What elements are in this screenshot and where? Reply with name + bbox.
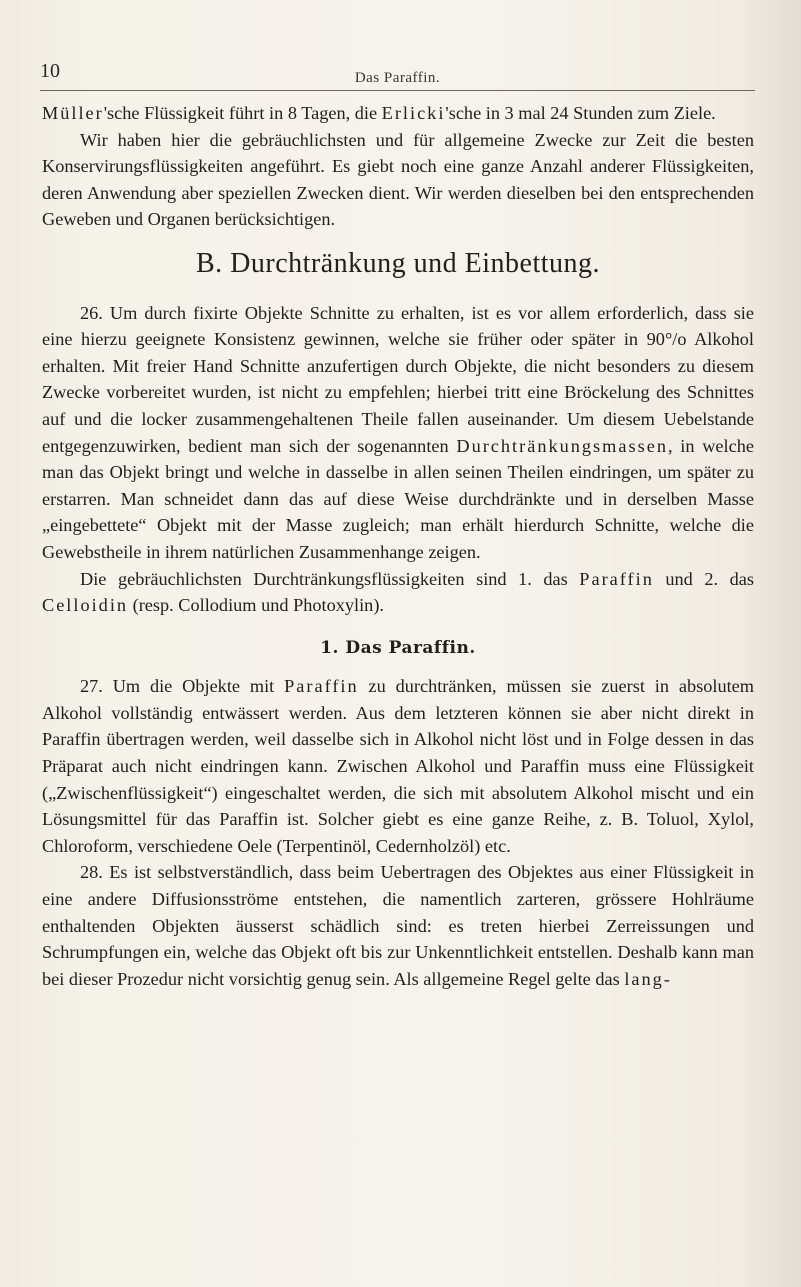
author-name: Müller — [42, 103, 104, 123]
emphasized-term: Celloidin — [42, 595, 129, 616]
page-body — [42, 100, 754, 992]
running-head: Das Paraffin. — [354, 70, 441, 86]
emphasized-term: Paraffin — [284, 676, 359, 697]
emphasized-term: lang- — [624, 968, 672, 989]
emphasized-term: Durchtränkungsmassen — [456, 435, 668, 456]
section-heading-1: 1. Das Paraffin. — [320, 637, 476, 658]
author-name: Erlicki — [381, 103, 446, 123]
page-number: 10 — [40, 60, 60, 82]
paragraph-list: Die gebräuchlichsten Durchtränkungsflüssigkeiten sind 1. das Paraffin und 2. das Celloidin (resp. Collodium und Photoxylin). — [42, 568, 754, 616]
section-heading-b: B. Durchtränkung und Einbettung. — [195, 247, 601, 279]
paragraph-intro-1: Müller'sche Flüssigkeit führt in 8 Tagen, die Erlicki'sche in 3 mal 24 Stunden zum Ziele. — [42, 103, 716, 123]
paragraph-26: 26. Um durch fixirte Objekte Schnitte zu erhalten, ist es vor allem erforderlich, dass sie eine hierzu geeignete Konsistenz gewinnen, welche sie früher oder später in 90°/o Alkohol erhalten. Mit freier Hand Schnitte anzufertigen durch Objekte, die nicht besonders zu diesem Zwecke vorbereitet wurden, ist nicht zu empfehlen; hierbei tritt eine Bröckelung des Schnittes auf und die locker zusammengehaltenen Theile fallen auseinander. Um diesem Uebelstande entgegenzuwirken, bedient man sich der sogenannten Durchtränkungsmassen, in welche man das Objekt bringt und welche in dasselbe in allen seinen Theilen eindringen, um später zu erstarren. Man schneidet dann das auf diese Weise durchdränkte und in derselben Masse „eingebettete“ Objekt mit der Masse zugleich; man erhält hierdurch Schnitte, welche die Gewebstheile in ihrem natürlichen Zusammenhange zeigen. — [42, 302, 754, 562]
paragraph-intro-2: Wir haben hier die gebräuchlichsten und für allgemeine Zwecke zur Zeit die besten Konservirungsflüssigkeiten angeführt. Es giebt noch eine ganze Anzahl anderer Flüssigkeiten, deren Anwendung aber speziellen Zwecken dient. Wir werden dieselben bei den entsprechenden Geweben und Organen berücksichtigen. — [42, 129, 754, 230]
page-header — [40, 62, 755, 91]
emphasized-term: Paraffin — [579, 568, 654, 589]
paragraph-28: 28. Es ist selbstverständlich, dass beim Uebertragen des Objektes aus einer Flüssigkeit in eine andere Diffusionsströme entstehen, die namentlich zarteren, grössere Hohlräume enthaltenden Objekten äusserst schädlich sind: es treten hierbei Zerreissungen und Schrumpfungen ein, welche das Objekt oft bis zur Unkenntlichkeit entstellen. Deshalb kann man bei dieser Prozedur nicht vorsichtig genug sein. Als allgemeine Regel gelte das lang- — [42, 862, 754, 989]
paragraph-27: 27. Um die Objekte mit Paraffin zu durchtränken, müssen sie zuerst in absolutem Alkohol vollständig entwässert werden. Aus dem letzteren können sie aber nicht direkt in Paraffin übertragen werden, weil dasselbe sich in Alkohol nicht löst und in Folge dessen in das Präparat auch nicht eindringen kann. Zwischen Alkohol und Paraffin muss eine Flüssigkeit („Zwischenflüssigkeit“) eingeschaltet werden, die sich mit absolutem Alkohol mischt und ein Lösungsmittel für das Paraffin ist. Solcher giebt es eine ganze Reihe, z. B. Toluol, Xylol, Chloroform, verschiedene Oele (Terpentinöl, Cedernholzöl) etc. — [42, 676, 755, 856]
